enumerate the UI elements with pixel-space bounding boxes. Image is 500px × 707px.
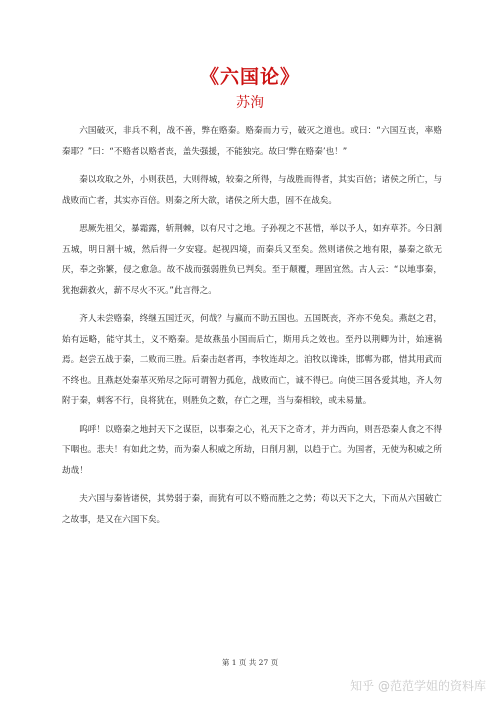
- paragraph-5: 呜呼！以赂秦之地封天下之谋臣，以事秦之心，礼天下之奇才，并力西向，则吾恐秦人食之不得下咽也。悲夫！有如此之势，而为秦人积威之所劫，日削月割，以趋于亡。为国者，无使为积威之所劫哉！: [62, 424, 442, 476]
- paragraph-1: 六国破灭，非兵不利，战不善，弊在赂秦。赂秦而力亏，破灭之道也。或曰：“六国互丧，率赂秦耶？”曰：“不赂者以赂者丧，盖失强援，不能独完。故曰‘弊在赂秦’也！”: [62, 126, 442, 157]
- paragraph-6: 夫六国与秦皆诸侯，其势弱于秦，而犹有可以不赂而胜之之势；苟以天下之大，下而从六国破亡之故事，是又在六国下矣。: [62, 494, 442, 525]
- document-title: 《六国论》: [199, 66, 300, 88]
- paragraph-2: 秦以攻取之外，小则获邑，大则得城，较秦之所得，与战胜而得者，其实百倍；诸侯之所亡，与战败而亡者，其实亦百倍。则秦之所大欲，诸侯之所大患，固不在战矣。: [62, 175, 442, 206]
- paragraph-3: 思厥先祖父，暴霜露，斩荆棘，以有尺寸之地。子孙视之不甚惜，举以予人，如弃草芥。今日割五城，明日割十城，然后得一夕安寝。起视四境，而秦兵又至矣。然则诸侯之地有限，暴秦之欲无厌，奉之弥繁，侵之愈急。故不战而强弱胜负已判矣。至于颠覆，理固宜然。古人云：“以地事秦，犹抱薪救火，薪不尽火不灭。”此言得之。: [62, 224, 442, 296]
- page-footer: 第 1 页 共 27 页: [221, 658, 279, 667]
- watermark: 知乎 @范范学姐的资料库: [350, 679, 486, 693]
- paragraph-4: 齐人未尝赂秦，终继五国迁灭，何哉？与嬴而不助五国也。五国既丧，齐亦不免矣。燕赵之君，始有远略，能守其土，义不赂秦。是故燕虽小国而后亡，斯用兵之效也。至丹以荆卿为计，始速祸焉。赵尝五战于秦，二败而三胜。后秦击赵者再，李牧连却之。洎牧以谗诛，邯郸为郡，惜其用武而不终也。且燕赵处秦革灭殆尽之际可谓智力孤危，战败而亡，诚不得已。向使三国各爱其地，齐人勿附于秦，刺客不行，良将犹在，则胜负之数，存亡之理，当与秦相较，或未易量。: [62, 314, 442, 406]
- document-author: 苏洵: [236, 95, 264, 111]
- document-body: [62, 121, 442, 538]
